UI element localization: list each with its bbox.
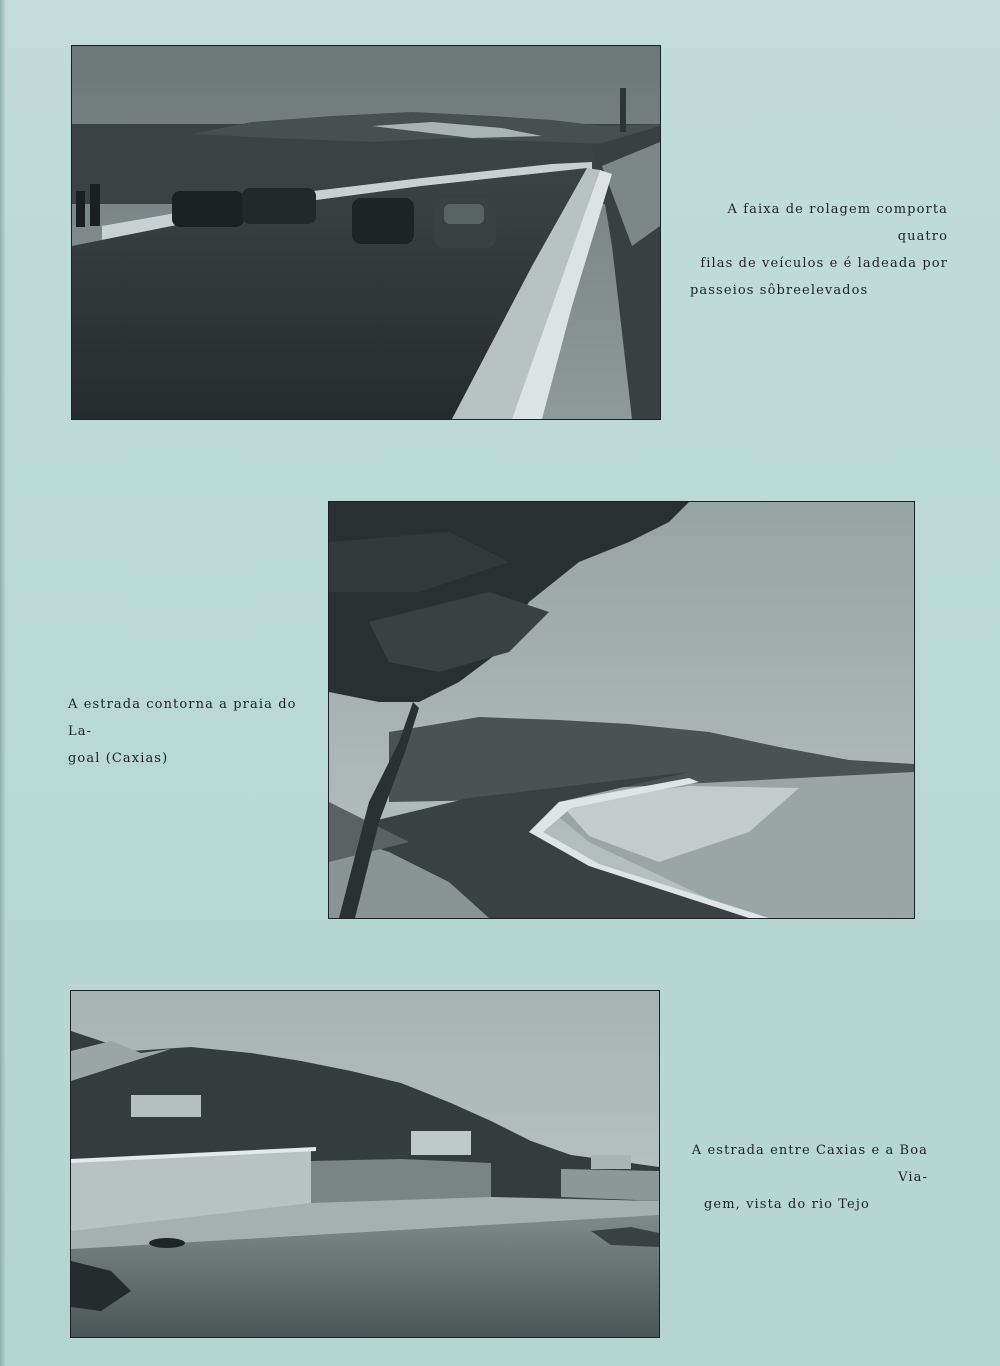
caption-photo-2-line-1: A estrada contorna a praia do La- [68, 697, 297, 739]
photo-coastal-road-cars [72, 46, 660, 419]
photo-lagoal-beach-road [329, 502, 914, 918]
caption-photo-3-line-1: A estrada entre Caxias e a Boa Via- [691, 1143, 928, 1185]
caption-photo-3-line-2: gem, vista do rio Tejo [704, 1197, 870, 1212]
caption-photo-1-line-1: A faixa de rolagem comporta quatro [727, 202, 948, 244]
page-edge-shadow [0, 0, 6, 1366]
caption-photo-3 [688, 1137, 928, 1218]
caption-photo-2 [68, 691, 298, 772]
caption-photo-2-line-2: goal (Caxias) [68, 751, 169, 766]
caption-photo-1 [688, 196, 948, 304]
caption-photo-1-line-3: passeios sôbreelevados [690, 283, 869, 298]
caption-photo-1-line-2: filas de veículos e é ladeada por [700, 256, 948, 271]
photo-caxias-boa-viagem-river [71, 991, 659, 1337]
